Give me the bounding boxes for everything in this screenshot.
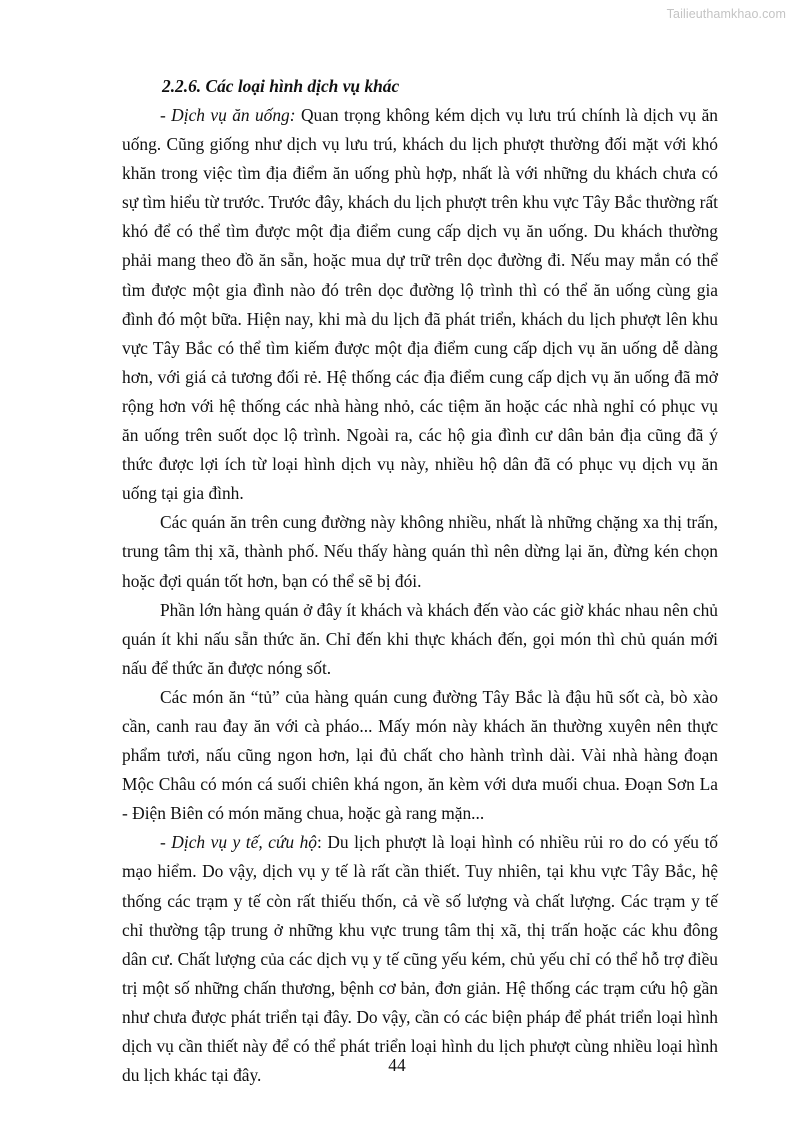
- document-page: [122, 72, 718, 1090]
- paragraph-cooking-on-order: [122, 596, 718, 683]
- paragraph-text: : Du lịch phượt là loại hình có nhiều rủi ro do có yếu tố mạo hiểm. Do vậy, dịch vụ y tế là rất cần thiết. Tuy nhiên, tại khu vực Tây Bắc, hệ thống các trạm y tế còn rất thiếu thốn, cả về số lượng và chất lượng. Các trạm y tế chỉ thường tập trung ở những khu vực trung tâm thị xã, thị trấn hoặc các khu đông dân cư. Chất lượng của các dịch vụ y tế cũng yếu kém, chủ yếu chỉ có thể hỗ trợ điều trị một số những chấn thương, bệnh cơ bản, đơn giản. Hệ thống các trạm cứu hộ gần như chưa được phát triển tại đây. Do vậy, cần có các biện pháp để phát triển loại hình dịch vụ cần thiết này để có thể phát triển loại hình du lịch phượt cùng nhiều loại hình du lịch khác tại đây.: [122, 832, 718, 1086]
- paragraph-roadside-eateries: [122, 508, 718, 595]
- paragraph-text: Các quán ăn trên cung đường này không nhiều, nhất là những chặng xa thị trấn, trung tâm thị xã, thành phố. Nếu thấy hàng quán thì nên dừng lại ăn, đừng kén chọn hoặc đợi quán tốt hơn, bạn có thể sẽ bị đói.: [122, 512, 718, 591]
- paragraph-food-service: [122, 101, 718, 508]
- paragraph-signature-dishes: [122, 683, 718, 828]
- paragraph-medical-rescue: [122, 828, 718, 1090]
- paragraph-text: Phần lớn hàng quán ở đây ít khách và khách đến vào các giờ khác nhau nên chủ quán ít khi nấu sẵn thức ăn. Chỉ đến khi thực khách đến, gọi món thì chủ quán mới nấu để thức ăn được nóng sốt.: [122, 599, 718, 678]
- section-heading: 2.2.6. Các loại hình dịch vụ khác: [162, 76, 400, 96]
- paragraph-lead-food: - Dịch vụ ăn uống:: [160, 105, 296, 125]
- paragraph-text: Các món ăn “tủ” của hàng quán cung đường Tây Bắc là đậu hũ sốt cà, bò xào cần, canh rau đay ăn với cà pháo... Mấy món này khách ăn thường xuyên nên thực phẩm tươi, nấu cũng ngon hơn, lại đủ chất cho hành trình dài. Vài nhà hàng đoạn Mộc Châu có món cá suối chiên khá ngon, ăn kèm với dưa muối chua. Đoạn Sơn La - Điện Biên có món măng chua, hoặc gà rang mặn...: [122, 686, 718, 824]
- paragraph-text: Quan trọng không kém dịch vụ lưu trú chính là dịch vụ ăn uống. Cũng giống như dịch vụ lưu trú, khách du lịch phượt thường đối mặt với khó khăn trong việc tìm địa điểm ăn uống phù hợp, nhất là với những du khách chưa có sự tìm hiểu từ trước. Trước đây, khách du lịch phượt trên khu vực Tây Bắc thường rất khó để có thể tìm được một địa điểm cung cấp dịch vụ ăn uống. Du khách thường phải mang theo đồ ăn sẵn, hoặc mua dự trữ trên dọc đường đi. Nếu may mắn có thể tìm được một gia đình nào đó trên dọc đường lộ trình thì có thể ăn uống cùng gia đình đó một bữa. Hiện nay, khi mà du lịch đã phát triển, khách du lịch phượt lên khu vực Tây Bắc có thể tìm kiếm được một địa điểm cung cấp dịch vụ ăn uống dễ dàng hơn, với giá cả tương đối rẻ. Hệ thống các địa điểm cung cấp dịch vụ ăn uống đã mở rộng hơn với hệ thống các nhà hàng nhỏ, các tiệm ăn hoặc các nhà nghỉ có phục vụ ăn uống trên suốt dọc lộ trình. Ngoài ra, các hộ gia đình cư dân bản địa cũng đã ý thức được lợi ích từ loại hình dịch vụ này, nhiều hộ dân đã có phục vụ dịch vụ ăn uống tại gia đình.: [122, 105, 718, 504]
- watermark: Tailieuthamkhao.com: [666, 7, 786, 21]
- page-number: 44: [388, 1055, 406, 1075]
- paragraph-lead-medical: - Dịch vụ y tế, cứu hộ: [160, 832, 317, 853]
